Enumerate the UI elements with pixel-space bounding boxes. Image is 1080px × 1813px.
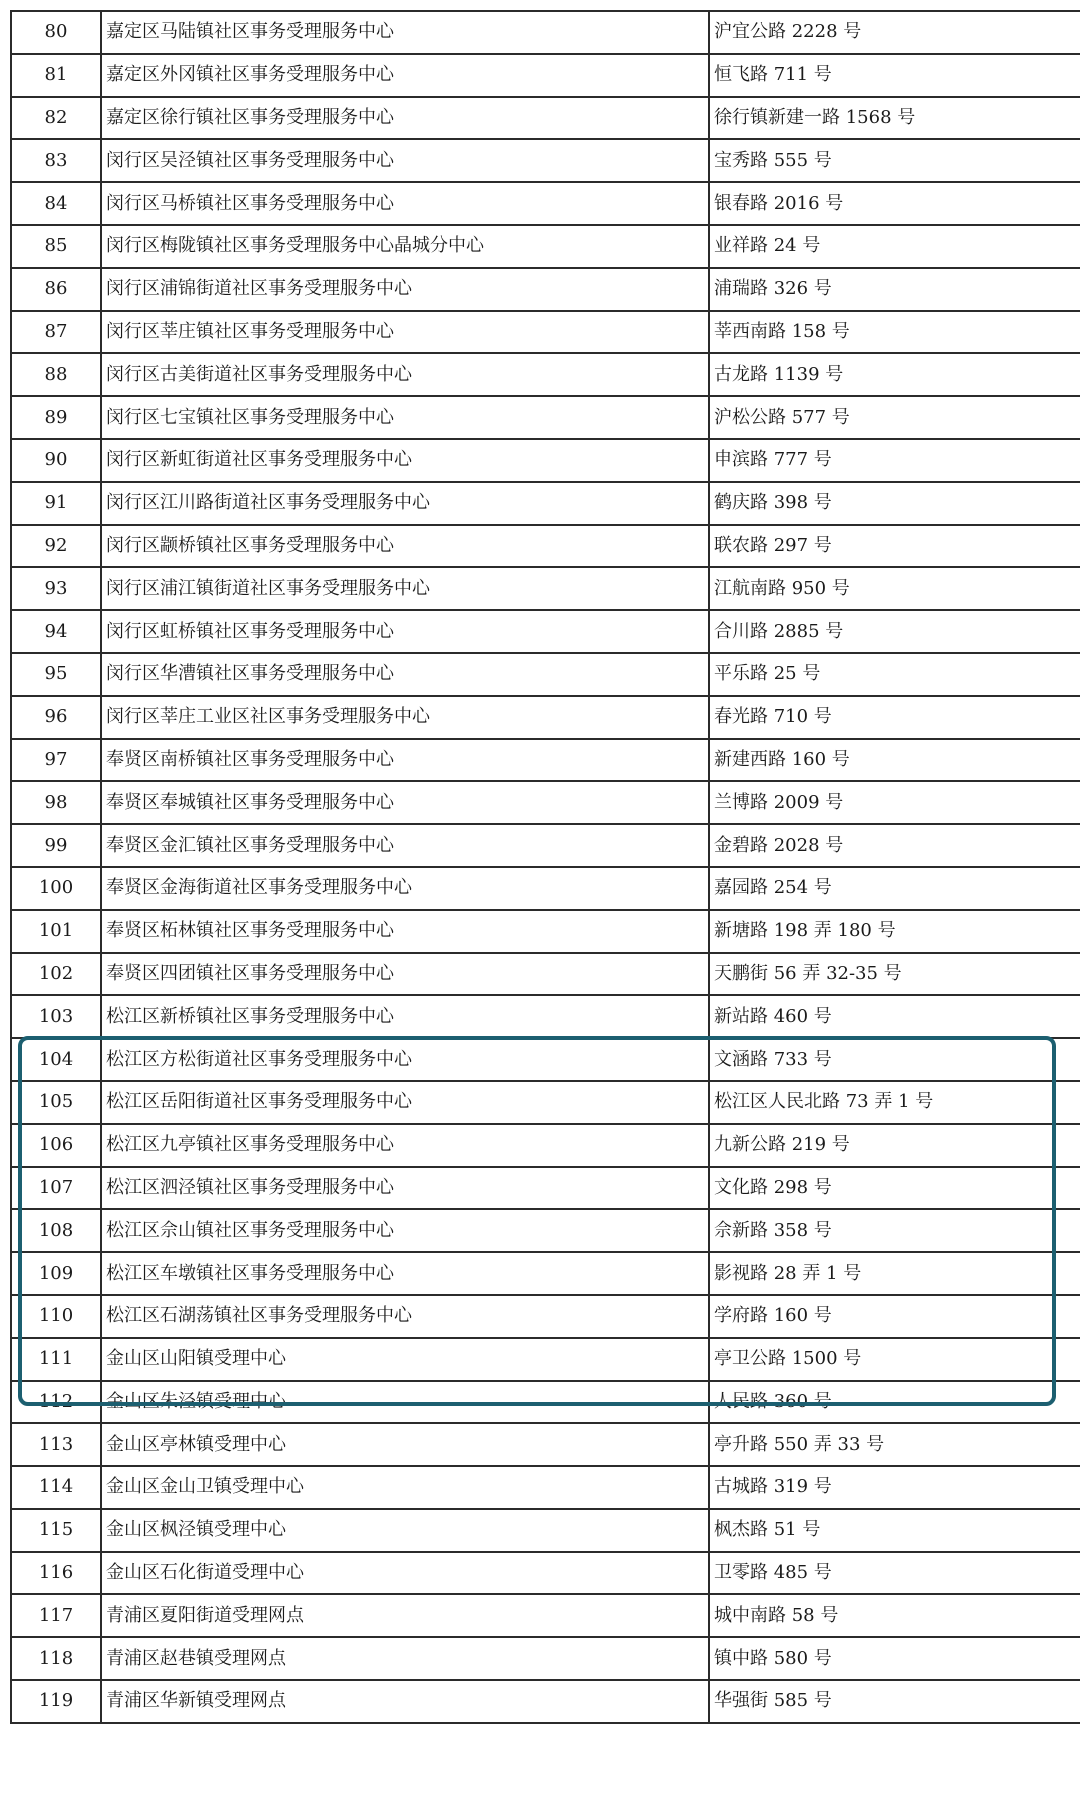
table-row [11,610,1080,653]
table-row [11,739,1080,782]
address-cell: 沪松公路 577 号 [709,396,1080,439]
address-cell: 佘新路 358 号 [709,1209,1080,1252]
table-row [11,182,1080,225]
center-name-cell: 闵行区吴泾镇社区事务受理服务中心 [101,139,709,182]
row-number-cell: 100 [11,867,101,910]
address-cell: 亭升路 550 弄 33 号 [709,1423,1080,1466]
table-row [11,1038,1080,1081]
center-name-cell: 金山区石化街道受理中心 [101,1552,709,1595]
center-name-cell: 嘉定区马陆镇社区事务受理服务中心 [101,11,709,54]
row-number-cell: 95 [11,653,101,696]
address-cell: 九新公路 219 号 [709,1124,1080,1167]
row-number-cell: 90 [11,439,101,482]
address-cell: 徐行镇新建一路 1568 号 [709,97,1080,140]
address-cell: 新塘路 198 弄 180 号 [709,910,1080,953]
service-center-table [10,10,1080,1724]
table-row [11,567,1080,610]
center-name-cell: 奉贤区南桥镇社区事务受理服务中心 [101,739,709,782]
center-name-cell: 闵行区虹桥镇社区事务受理服务中心 [101,610,709,653]
table-row [11,97,1080,140]
center-name-cell: 松江区九亭镇社区事务受理服务中心 [101,1124,709,1167]
address-cell: 松江区人民北路 73 弄 1 号 [709,1081,1080,1124]
table-row [11,824,1080,867]
center-name-cell: 松江区泗泾镇社区事务受理服务中心 [101,1167,709,1210]
table-row [11,311,1080,354]
address-cell: 人民路 360 号 [709,1381,1080,1424]
table-row [11,482,1080,525]
center-name-cell: 松江区石湖荡镇社区事务受理服务中心 [101,1295,709,1338]
address-cell: 业祥路 24 号 [709,225,1080,268]
address-cell: 宝秀路 555 号 [709,139,1080,182]
center-name-cell: 闵行区颛桥镇社区事务受理服务中心 [101,525,709,568]
table-body [11,11,1080,1723]
table-row [11,1252,1080,1295]
row-number-cell: 88 [11,353,101,396]
address-cell: 古龙路 1139 号 [709,353,1080,396]
address-cell: 鹤庆路 398 号 [709,482,1080,525]
table-row [11,1466,1080,1509]
address-cell: 文化路 298 号 [709,1167,1080,1210]
table-row [11,54,1080,97]
address-cell: 学府路 160 号 [709,1295,1080,1338]
row-number-cell: 112 [11,1381,101,1424]
address-cell: 莘西南路 158 号 [709,311,1080,354]
table-row [11,525,1080,568]
table-row [11,1423,1080,1466]
table-row [11,1594,1080,1637]
address-cell: 银春路 2016 号 [709,182,1080,225]
address-cell: 兰博路 2009 号 [709,781,1080,824]
table-row [11,1081,1080,1124]
table-row [11,1680,1080,1723]
row-number-cell: 97 [11,739,101,782]
center-name-cell: 青浦区华新镇受理网点 [101,1680,709,1723]
table-row [11,1552,1080,1595]
center-name-cell: 青浦区夏阳街道受理网点 [101,1594,709,1637]
address-cell: 嘉园路 254 号 [709,867,1080,910]
row-number-cell: 113 [11,1423,101,1466]
center-name-cell: 金山区朱泾镇受理中心 [101,1381,709,1424]
address-cell: 卫零路 485 号 [709,1552,1080,1595]
center-name-cell: 松江区岳阳街道社区事务受理服务中心 [101,1081,709,1124]
center-name-cell: 闵行区古美街道社区事务受理服务中心 [101,353,709,396]
address-cell: 合川路 2885 号 [709,610,1080,653]
table-row [11,1338,1080,1381]
row-number-cell: 94 [11,610,101,653]
address-cell: 城中南路 58 号 [709,1594,1080,1637]
row-number-cell: 108 [11,1209,101,1252]
table-row [11,867,1080,910]
table-row [11,1637,1080,1680]
row-number-cell: 98 [11,781,101,824]
row-number-cell: 110 [11,1295,101,1338]
row-number-cell: 96 [11,696,101,739]
center-name-cell: 奉贤区奉城镇社区事务受理服务中心 [101,781,709,824]
center-name-cell: 金山区金山卫镇受理中心 [101,1466,709,1509]
table-row [11,1509,1080,1552]
row-number-cell: 107 [11,1167,101,1210]
table-row [11,1381,1080,1424]
service-center-table-page [10,10,1070,1724]
row-number-cell: 114 [11,1466,101,1509]
table-row [11,225,1080,268]
row-number-cell: 101 [11,910,101,953]
table-row [11,1124,1080,1167]
center-name-cell: 奉贤区金汇镇社区事务受理服务中心 [101,824,709,867]
center-name-cell: 青浦区赵巷镇受理网点 [101,1637,709,1680]
address-cell: 平乐路 25 号 [709,653,1080,696]
row-number-cell: 89 [11,396,101,439]
row-number-cell: 99 [11,824,101,867]
address-cell: 江航南路 950 号 [709,567,1080,610]
row-number-cell: 81 [11,54,101,97]
center-name-cell: 闵行区莘庄工业区社区事务受理服务中心 [101,696,709,739]
table-row [11,439,1080,482]
address-cell: 申滨路 777 号 [709,439,1080,482]
address-cell: 新站路 460 号 [709,995,1080,1038]
table-row [11,696,1080,739]
center-name-cell: 松江区车墩镇社区事务受理服务中心 [101,1252,709,1295]
row-number-cell: 104 [11,1038,101,1081]
address-cell: 浦瑞路 326 号 [709,268,1080,311]
table-row [11,11,1080,54]
row-number-cell: 111 [11,1338,101,1381]
center-name-cell: 闵行区梅陇镇社区事务受理服务中心晶城分中心 [101,225,709,268]
center-name-cell: 嘉定区徐行镇社区事务受理服务中心 [101,97,709,140]
center-name-cell: 奉贤区金海街道社区事务受理服务中心 [101,867,709,910]
row-number-cell: 84 [11,182,101,225]
row-number-cell: 87 [11,311,101,354]
row-number-cell: 119 [11,1680,101,1723]
center-name-cell: 闵行区浦锦街道社区事务受理服务中心 [101,268,709,311]
center-name-cell: 金山区亭林镇受理中心 [101,1423,709,1466]
address-cell: 沪宜公路 2228 号 [709,11,1080,54]
address-cell: 恒飞路 711 号 [709,54,1080,97]
center-name-cell: 闵行区七宝镇社区事务受理服务中心 [101,396,709,439]
address-cell: 天鹏街 56 弄 32-35 号 [709,953,1080,996]
row-number-cell: 80 [11,11,101,54]
table-row [11,1167,1080,1210]
center-name-cell: 松江区新桥镇社区事务受理服务中心 [101,995,709,1038]
table-row [11,653,1080,696]
address-cell: 镇中路 580 号 [709,1637,1080,1680]
row-number-cell: 118 [11,1637,101,1680]
table-row [11,1209,1080,1252]
address-cell: 影视路 28 弄 1 号 [709,1252,1080,1295]
row-number-cell: 109 [11,1252,101,1295]
center-name-cell: 闵行区华漕镇社区事务受理服务中心 [101,653,709,696]
address-cell: 文涵路 733 号 [709,1038,1080,1081]
center-name-cell: 闵行区浦江镇街道社区事务受理服务中心 [101,567,709,610]
center-name-cell: 闵行区莘庄镇社区事务受理服务中心 [101,311,709,354]
table-row [11,781,1080,824]
center-name-cell: 闵行区江川路街道社区事务受理服务中心 [101,482,709,525]
address-cell: 联农路 297 号 [709,525,1080,568]
address-cell: 亭卫公路 1500 号 [709,1338,1080,1381]
center-name-cell: 金山区枫泾镇受理中心 [101,1509,709,1552]
row-number-cell: 116 [11,1552,101,1595]
row-number-cell: 115 [11,1509,101,1552]
row-number-cell: 93 [11,567,101,610]
table-row [11,1295,1080,1338]
table-row [11,268,1080,311]
center-name-cell: 嘉定区外冈镇社区事务受理服务中心 [101,54,709,97]
table-row [11,139,1080,182]
row-number-cell: 85 [11,225,101,268]
table-row [11,953,1080,996]
row-number-cell: 117 [11,1594,101,1637]
address-cell: 华强街 585 号 [709,1680,1080,1723]
row-number-cell: 92 [11,525,101,568]
row-number-cell: 105 [11,1081,101,1124]
row-number-cell: 83 [11,139,101,182]
address-cell: 金碧路 2028 号 [709,824,1080,867]
center-name-cell: 金山区山阳镇受理中心 [101,1338,709,1381]
center-name-cell: 奉贤区柘林镇社区事务受理服务中心 [101,910,709,953]
address-cell: 春光路 710 号 [709,696,1080,739]
row-number-cell: 106 [11,1124,101,1167]
address-cell: 枫杰路 51 号 [709,1509,1080,1552]
row-number-cell: 102 [11,953,101,996]
row-number-cell: 82 [11,97,101,140]
address-cell: 古城路 319 号 [709,1466,1080,1509]
table-row [11,995,1080,1038]
center-name-cell: 松江区佘山镇社区事务受理服务中心 [101,1209,709,1252]
row-number-cell: 91 [11,482,101,525]
center-name-cell: 松江区方松街道社区事务受理服务中心 [101,1038,709,1081]
table-row [11,353,1080,396]
row-number-cell: 86 [11,268,101,311]
center-name-cell: 闵行区马桥镇社区事务受理服务中心 [101,182,709,225]
center-name-cell: 闵行区新虹街道社区事务受理服务中心 [101,439,709,482]
center-name-cell: 奉贤区四团镇社区事务受理服务中心 [101,953,709,996]
table-row [11,396,1080,439]
address-cell: 新建西路 160 号 [709,739,1080,782]
row-number-cell: 103 [11,995,101,1038]
table-row [11,910,1080,953]
